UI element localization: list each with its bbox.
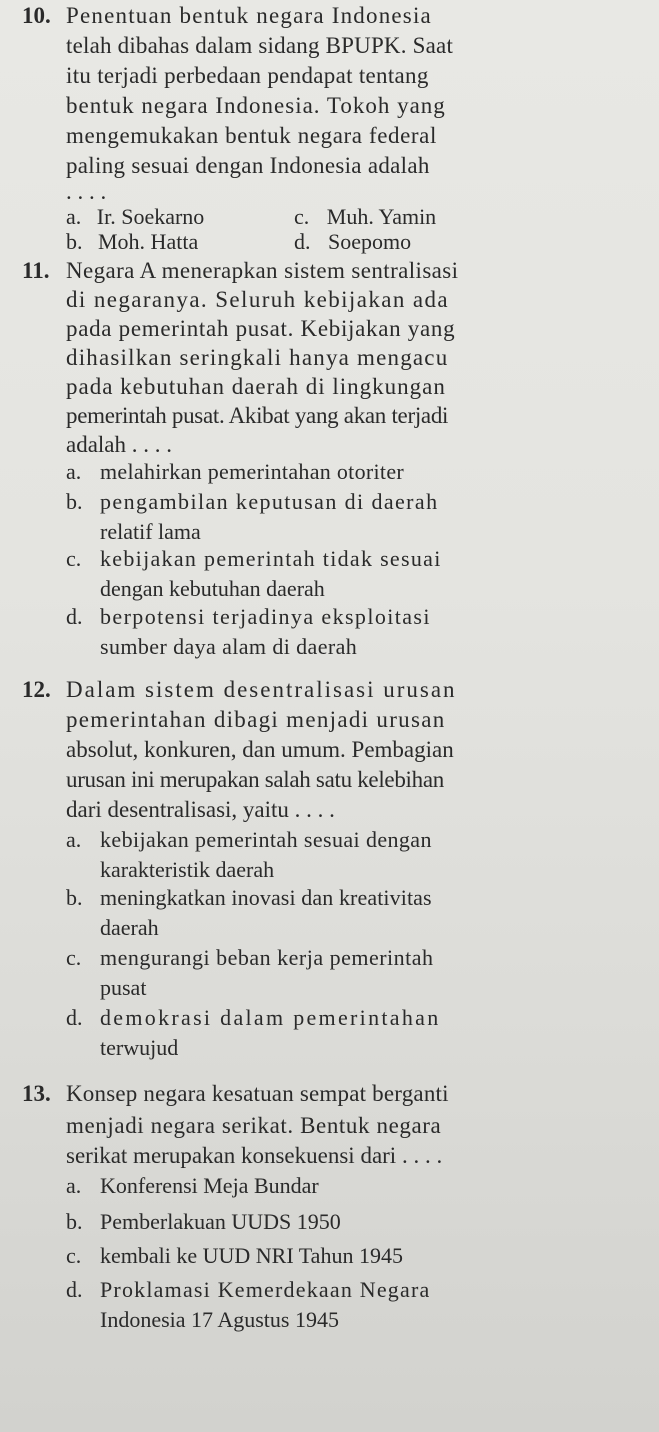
option-letter: d.	[66, 1005, 83, 1030]
question-text-line: itu terjadi perbedaan pendapat tentang	[66, 63, 429, 88]
question-text-line: dari desentralisasi, yaitu . . . .	[66, 797, 335, 822]
question-text-line: pemerintahan dibagi menjadi urusan	[66, 707, 446, 732]
question-text-line: absolut, konkuren, dan umum. Pembagian	[66, 737, 454, 762]
option-letter: c.	[66, 945, 82, 970]
option-text: karakteristik daerah	[100, 857, 275, 882]
question-text-line: menjadi negara serikat. Bentuk negara	[66, 1113, 442, 1138]
option-letter: c.	[294, 204, 310, 229]
option-letter: c.	[66, 546, 82, 571]
option-letter: a.	[66, 1173, 82, 1198]
option-text: mengurangi beban kerja pemerintah	[100, 945, 434, 970]
option-text: pengambilan keputusan di daerah	[100, 489, 439, 514]
option-text: Muh. Yamin	[326, 204, 437, 229]
option-text: Moh. Hatta	[98, 229, 199, 254]
option-text: kebijakan pemerintah tidak sesuai	[100, 546, 442, 571]
option-letter: b.	[66, 229, 83, 254]
question-text-line: pemerintah pusat. Akibat yang akan terjadi	[66, 403, 449, 428]
question-text-line: . . . .	[66, 179, 107, 204]
option-letter: a.	[66, 459, 82, 484]
option-letter: a.	[66, 204, 82, 229]
option-text: relatif lama	[100, 519, 201, 544]
question-number: 10.	[22, 3, 51, 28]
option-letter: a.	[66, 827, 82, 852]
option-text: Pemberlakuan UUDS 1950	[100, 1209, 341, 1234]
option-text: Indonesia 17 Agustus 1945	[100, 1307, 339, 1332]
question-text-line: bentuk negara Indonesia. Tokoh yang	[66, 93, 446, 118]
question-number: 13.	[22, 1081, 51, 1106]
option-a	[66, 203, 204, 231]
option-c	[294, 203, 436, 231]
question-text-line: Dalam sistem desentralisasi urusan	[66, 677, 457, 702]
option-d	[294, 228, 411, 256]
option-text: kembali ke UUD NRI Tahun 1945	[100, 1243, 403, 1268]
option-letter: d.	[66, 1277, 83, 1302]
question-text-line: di negaranya. Seluruh kebijakan ada	[66, 287, 450, 312]
question-text-line: pada pemerintah pusat. Kebijakan yang	[66, 316, 456, 341]
question-text-line: Konsep negara kesatuan sempat berganti	[66, 1081, 449, 1106]
question-text-line: telah dibahas dalam sidang BPUPK. Saat	[66, 33, 454, 58]
option-letter: b.	[66, 885, 83, 910]
option-text: kebijakan pemerintah sesuai dengan	[100, 827, 432, 852]
option-text: melahirkan pemerintahan otoriter	[100, 459, 405, 484]
option-letter: b.	[66, 1209, 83, 1234]
option-text: terwujud	[100, 1035, 179, 1060]
option-text: berpotensi terjadinya eksploitasi	[100, 604, 431, 629]
question-text-line: pada kebutuhan daerah di lingkungan	[66, 374, 446, 399]
option-letter: d.	[294, 229, 311, 254]
question-text-line: adalah . . . .	[66, 432, 173, 457]
option-text: daerah	[100, 915, 159, 940]
option-text: Ir. Soekarno	[96, 204, 205, 229]
option-b	[66, 228, 198, 256]
option-text: sumber daya alam di daerah	[100, 634, 358, 659]
option-text: Konferensi Meja Bundar	[100, 1173, 319, 1198]
option-text: pusat	[100, 975, 147, 1000]
question-text-line: dihasilkan seringkali hanya mengacu	[66, 345, 449, 370]
option-text: dengan kebutuhan daerah	[100, 576, 325, 601]
option-letter: d.	[66, 604, 83, 629]
option-text: meningkatkan inovasi dan kreativitas	[100, 885, 432, 910]
question-text-line: serikat merupakan konsekuensi dari . . . .	[66, 1143, 443, 1168]
option-letter: b.	[66, 489, 83, 514]
question-number: 11.	[22, 258, 50, 283]
question-number: 12.	[22, 677, 51, 702]
question-text-line: Negara A menerapkan sistem sentralisasi	[66, 258, 459, 283]
question-text-line: mengemukakan bentuk negara federal	[66, 123, 437, 148]
option-text: Soepomo	[328, 229, 412, 254]
option-text: demokrasi dalam pemerintahan	[100, 1005, 441, 1030]
option-text: Proklamasi Kemerdekaan Negara	[100, 1277, 431, 1302]
question-text-line: urusan ini merupakan salah satu kelebihan	[66, 767, 444, 792]
question-text-line: paling sesuai dengan Indonesia adalah	[66, 153, 430, 178]
question-text-line: Penentuan bentuk negara Indonesia	[66, 3, 432, 28]
option-letter: c.	[66, 1243, 82, 1268]
